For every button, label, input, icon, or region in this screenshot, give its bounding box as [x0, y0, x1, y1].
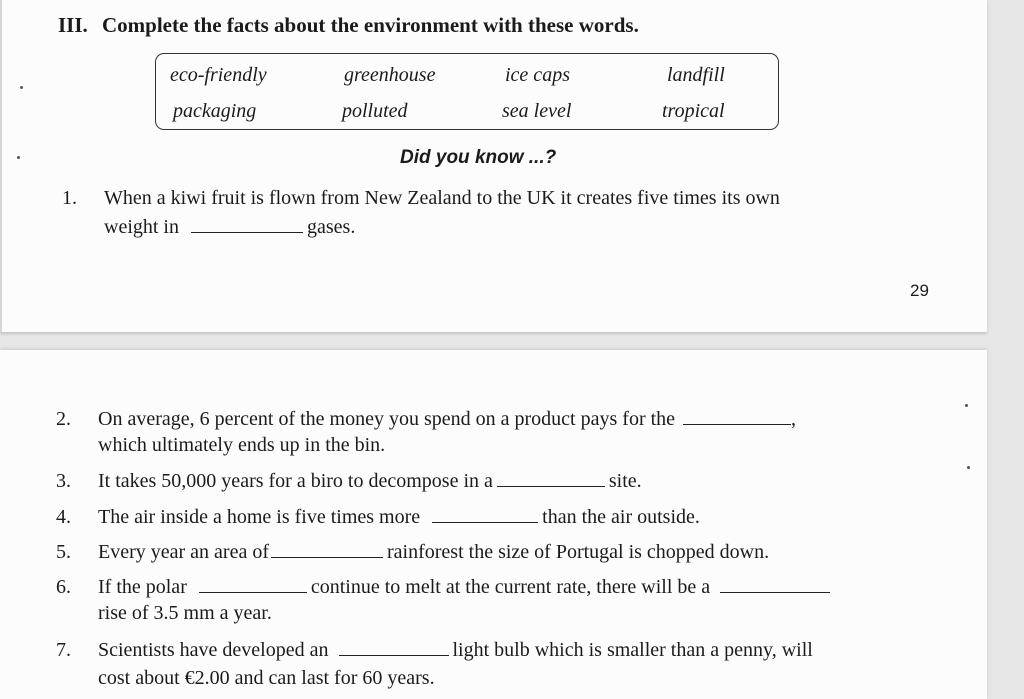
text-before-blank: Scientists have developed an: [98, 639, 329, 661]
question-text-line1: [98, 636, 813, 665]
question-text: When a kiwi fruit is flown from New Zealand to the UK it creates five times its own: [104, 187, 780, 209]
speck: [965, 404, 968, 407]
text-before-blank: If the polar: [98, 576, 187, 598]
question-number: 2.: [56, 408, 71, 430]
punctuation: ,: [791, 408, 797, 430]
question-text-line1: [98, 405, 796, 434]
word-item: tropical: [662, 100, 725, 122]
question-number: 7.: [56, 639, 71, 661]
text-before-blank: The air inside a home is five times more: [98, 506, 421, 528]
question-text-line2: cost about €2.00 and can last for 60 years.: [98, 667, 435, 689]
answer-blank[interactable]: [432, 504, 538, 523]
word-item: packaging: [173, 100, 257, 122]
section-heading: [58, 13, 639, 38]
textbook-page-30: [0, 350, 987, 699]
text-after-blank: rainforest the size of Portugal is chopped down.: [387, 541, 770, 563]
question-text-line2: rise of 3.5 mm a year.: [98, 602, 272, 624]
answer-blank[interactable]: [191, 214, 303, 233]
page-edge: [0, 0, 2, 332]
question-text-line1: [98, 573, 834, 602]
question-text: [98, 503, 700, 532]
subtitle: Did you know ...?: [400, 147, 557, 168]
question-number: 3.: [56, 470, 71, 492]
text-between-blanks: continue to melt at the current rate, there will be a: [310, 576, 711, 598]
answer-blank[interactable]: [497, 468, 605, 487]
question-text: [98, 467, 642, 496]
textbook-page-29: [0, 0, 987, 332]
text-after-blank: site.: [608, 470, 642, 492]
answer-blank[interactable]: [339, 637, 449, 656]
question-number: 4.: [56, 506, 71, 528]
text-before-blank: On average, 6 percent of the money you spend on a product pays for the: [98, 408, 676, 430]
question-2: [56, 405, 956, 465]
question-text-line2: [104, 213, 355, 242]
text-after-blank: than the air outside.: [542, 506, 700, 528]
section-title: Complete the facts about the environment with these words.: [102, 13, 639, 37]
question-text: [98, 538, 769, 567]
question-7: [56, 636, 956, 696]
speck: [20, 86, 23, 89]
question-number: 5.: [56, 541, 71, 563]
question-number: 1.: [62, 187, 77, 209]
word-item: ice caps: [505, 64, 570, 86]
text-before-blank: It takes 50,000 years for a biro to decompose in a: [98, 470, 493, 492]
question-4: [56, 503, 956, 533]
answer-blank[interactable]: [271, 539, 383, 558]
answer-blank[interactable]: [720, 574, 830, 593]
question-5: [56, 538, 956, 568]
page-number: 29: [910, 281, 929, 300]
speck: [17, 156, 20, 159]
answer-blank[interactable]: [199, 574, 307, 593]
word-item: greenhouse: [344, 64, 436, 86]
question-1: [62, 184, 942, 244]
text-after-blank: light bulb which is smaller than a penny, will: [452, 639, 813, 661]
question-text-line2: which ultimately ends up in the bin.: [98, 434, 386, 456]
text-before-blank: Every year an area of: [98, 541, 269, 563]
word-box: [155, 53, 779, 130]
word-item: polluted: [342, 100, 408, 122]
speck: [967, 466, 970, 469]
word-item: sea level: [502, 100, 572, 122]
word-item: eco-friendly: [170, 64, 267, 86]
text-before-blank: weight in: [104, 216, 179, 238]
question-3: [56, 467, 956, 497]
section-number: III.: [58, 13, 88, 37]
question-6: [56, 573, 956, 633]
answer-blank[interactable]: [683, 406, 791, 425]
word-item: landfill: [667, 64, 725, 86]
text-after-blank: gases.: [307, 216, 356, 238]
question-number: 6.: [56, 576, 71, 598]
